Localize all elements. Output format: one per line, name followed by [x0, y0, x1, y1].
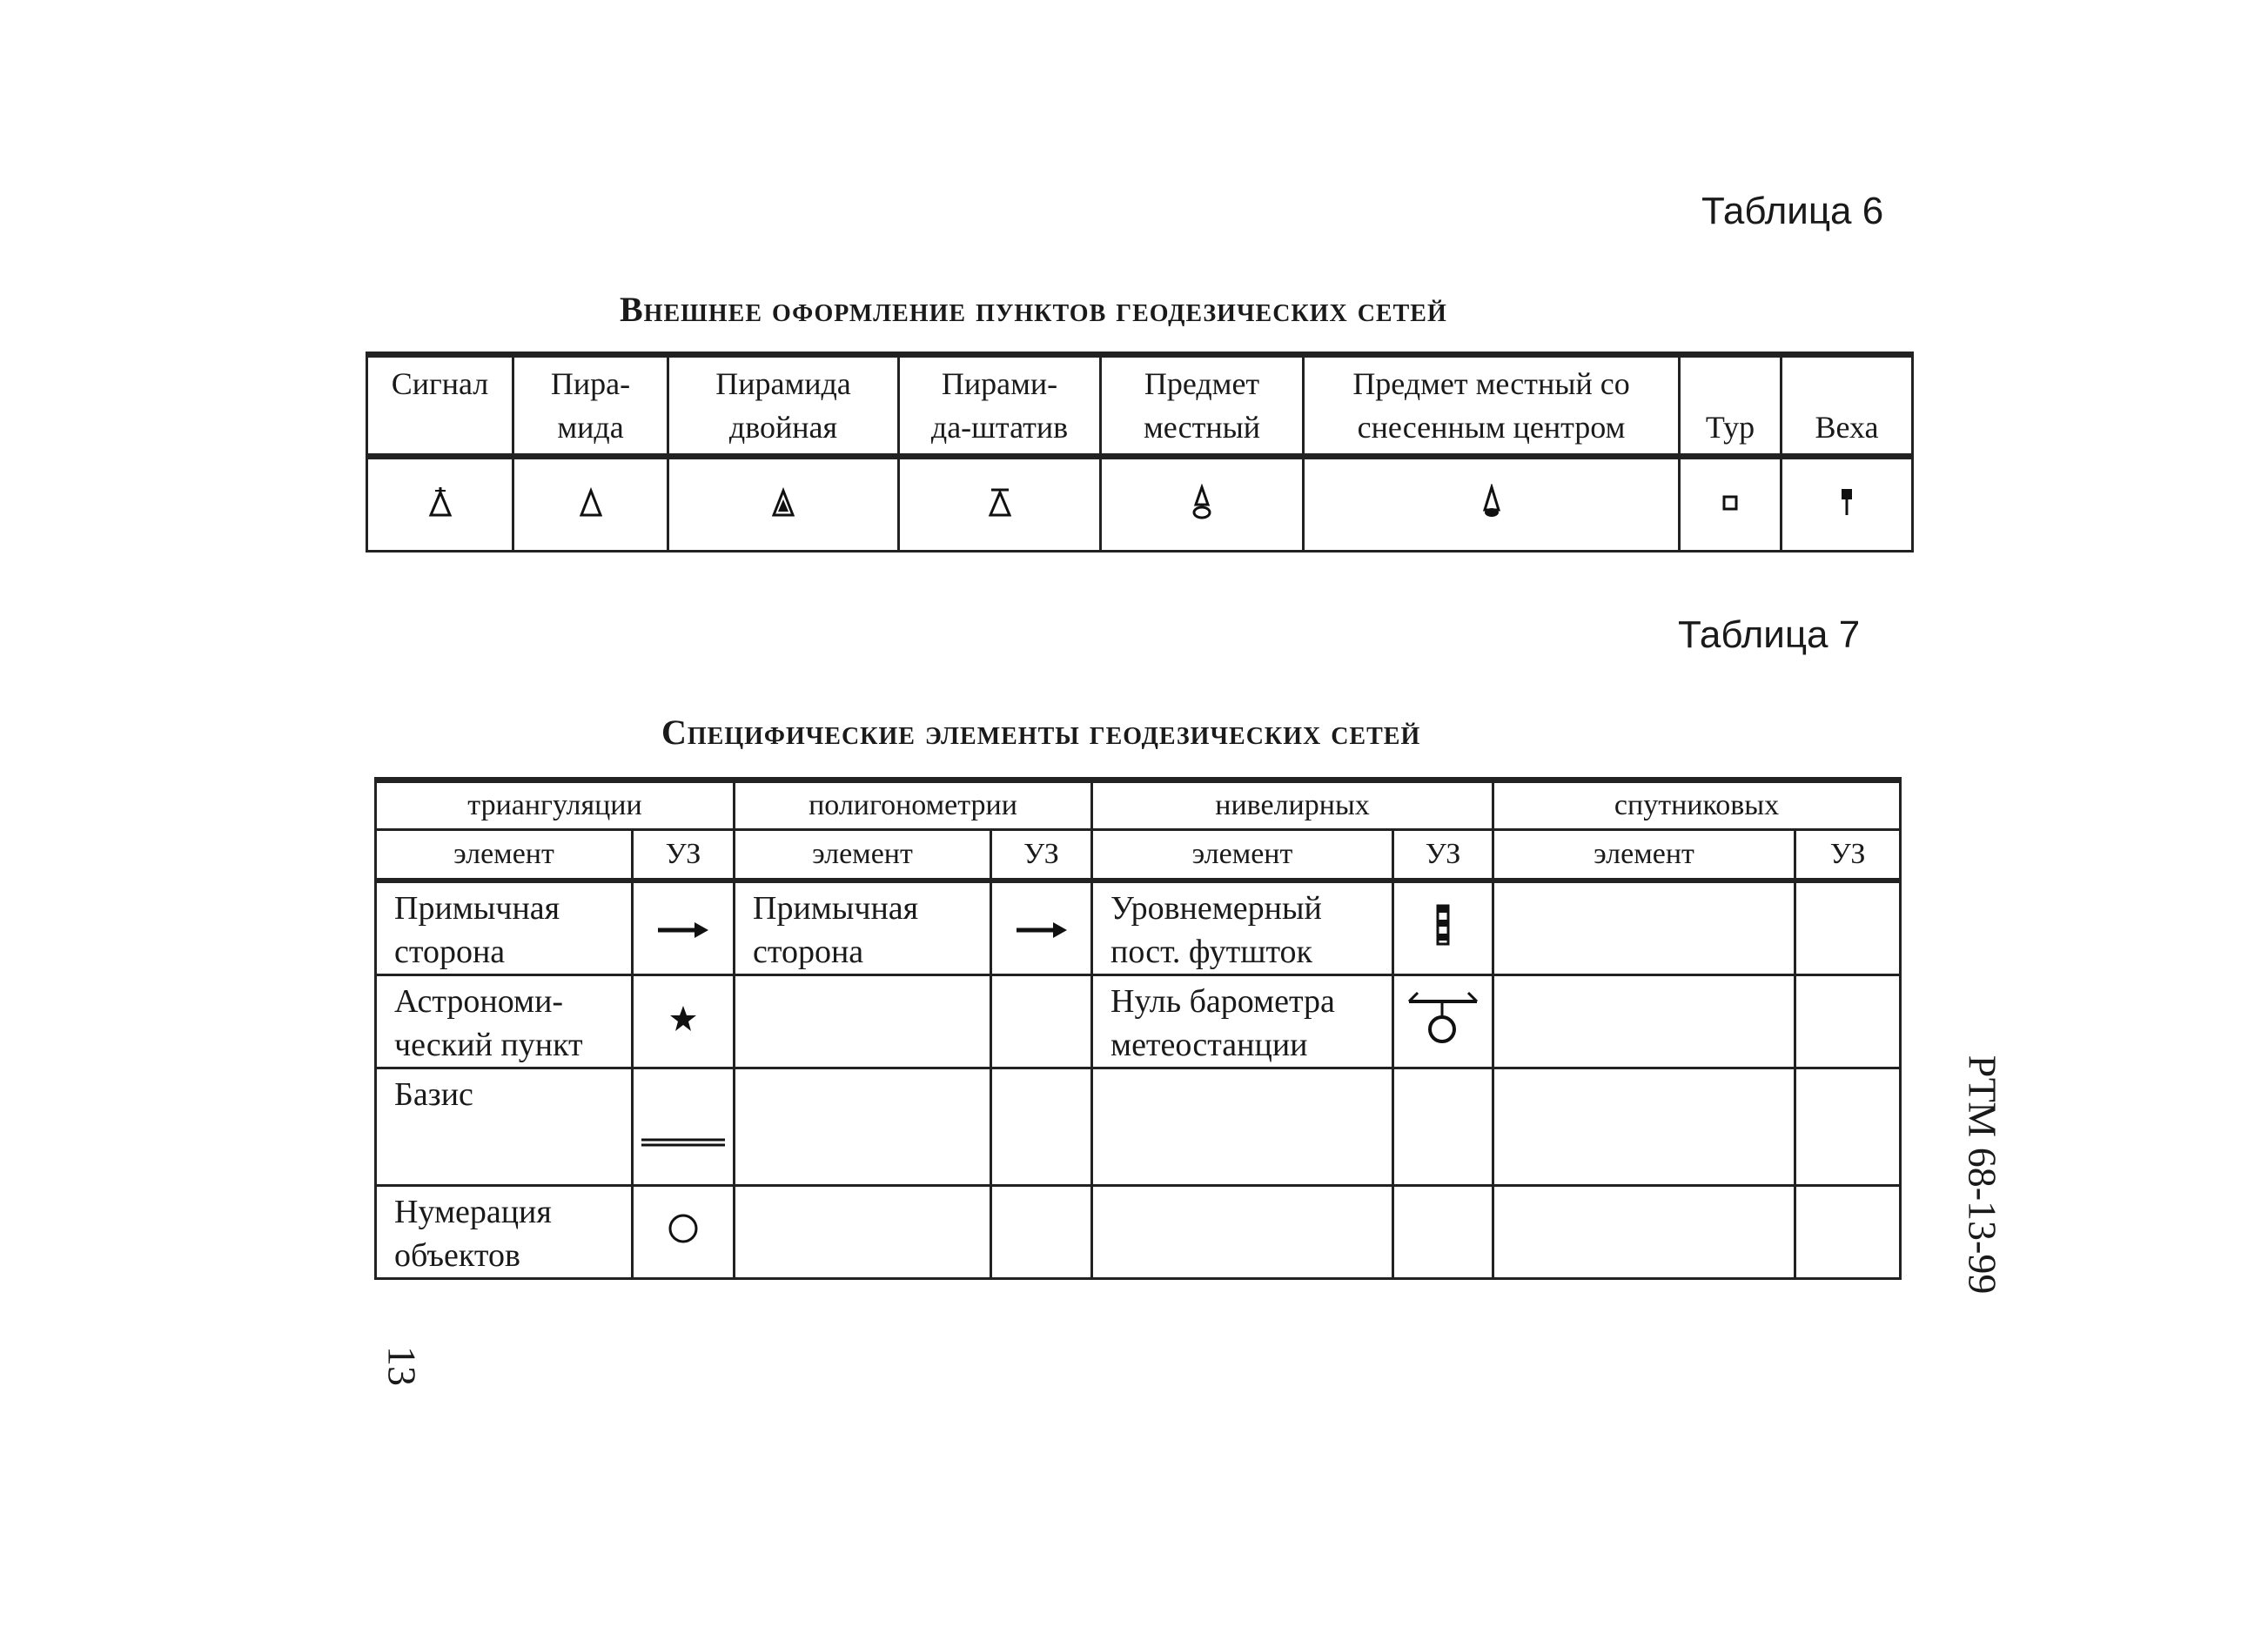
col-line2: Веха	[1815, 410, 1879, 445]
element-cell	[376, 1186, 633, 1279]
staff-gauge-icon	[1434, 904, 1452, 946]
element-line1: Примычная	[753, 890, 919, 927]
t6-cell-signal	[367, 457, 513, 552]
element-line2: сторона	[753, 934, 864, 970]
col-line2: Тур	[1705, 410, 1755, 445]
t6-col-signal	[367, 355, 513, 457]
element-line1: Астрономи-	[394, 983, 564, 1020]
col-line2	[368, 405, 512, 449]
table-row	[376, 881, 1901, 975]
table6-label: Таблица 6	[1701, 190, 1884, 232]
element-cell	[1092, 1068, 1393, 1186]
uz-cell	[991, 1068, 1092, 1186]
local-object-icon	[1189, 484, 1215, 522]
element-cell	[735, 881, 991, 975]
tour-icon	[1720, 490, 1741, 516]
pyramid-icon	[578, 486, 604, 520]
element-line1: Примычная	[394, 890, 560, 927]
col-line1	[1782, 362, 1911, 405]
uz-cell	[1795, 1068, 1901, 1186]
t6-cell-local-object-offset	[1304, 457, 1680, 552]
uz-cell	[1795, 975, 1901, 1068]
uz-cell	[991, 975, 1092, 1068]
col-line1: Пирамида	[715, 366, 851, 401]
uz-cell	[1795, 881, 1901, 975]
element-cell	[735, 1186, 991, 1279]
element-line2: объектов	[394, 1237, 520, 1274]
subheader-element: элемент	[1092, 830, 1393, 881]
table7-group-row	[376, 780, 1901, 830]
uz-cell	[633, 1068, 735, 1186]
col-line2: снесенным центром	[1357, 410, 1626, 445]
col-line2: местный	[1143, 410, 1261, 445]
t6-col-pyramid	[513, 355, 668, 457]
pole-icon	[1836, 486, 1857, 520]
t6-cell-local-object	[1101, 457, 1304, 552]
table7-label: Таблица 7	[1678, 613, 1861, 656]
subheader-element: элемент	[1493, 830, 1795, 881]
subheader-element: элемент	[735, 830, 991, 881]
table-row	[376, 975, 1901, 1068]
arrow-right-icon	[656, 920, 710, 941]
col-line1: Предмет местный со	[1352, 366, 1630, 401]
element-cell	[376, 1068, 633, 1186]
group-polygonometry: полигонометрии	[735, 780, 1092, 830]
element-cell	[1493, 975, 1795, 1068]
table7-title: Специфические элементы геодезических сетей	[661, 713, 1421, 752]
uz-cell	[633, 881, 735, 975]
t6-cell-double-pyramid	[668, 457, 899, 552]
page-number-text: 13	[379, 1346, 425, 1386]
tripod-pyramid-icon	[987, 486, 1013, 520]
circle-icon	[666, 1211, 701, 1246]
col-line1: Предмет	[1144, 366, 1260, 401]
arrow-right-icon	[1015, 920, 1069, 941]
t6-col-pole	[1782, 355, 1913, 457]
uz-cell	[633, 1186, 735, 1279]
t6-col-double-pyramid	[668, 355, 899, 457]
element-line2: метеостанции	[1111, 1027, 1308, 1063]
element-cell	[1092, 881, 1393, 975]
element-line1: Базис	[394, 1076, 473, 1113]
t6-cell-pyramid	[513, 457, 668, 552]
element-cell	[376, 975, 633, 1068]
element-cell	[735, 1068, 991, 1186]
subheader-uz: УЗ	[1795, 830, 1901, 881]
uz-cell	[633, 975, 735, 1068]
col-line2: мида	[557, 410, 624, 445]
uz-cell	[1393, 975, 1493, 1068]
barometer-icon	[1404, 988, 1482, 1048]
t6-col-tour	[1680, 355, 1782, 457]
element-cell	[1493, 1186, 1795, 1279]
star-icon	[668, 1004, 698, 1034]
element-cell	[1092, 975, 1393, 1068]
col-line1: Сигнал	[391, 366, 489, 401]
col-line1: Пира-	[550, 366, 631, 401]
element-cell	[376, 881, 633, 975]
element-line1: Уровнемерный	[1111, 890, 1322, 927]
t6-cell-tripod-pyramid	[899, 457, 1101, 552]
col-line2: да-штатив	[930, 410, 1069, 445]
double-pyramid-icon	[770, 486, 796, 520]
element-line1: Нумерация	[394, 1194, 552, 1230]
group-leveling: нивелирных	[1092, 780, 1493, 830]
element-cell	[1092, 1186, 1393, 1279]
page-number	[376, 1340, 428, 1392]
table6	[366, 352, 1914, 552]
table-row	[376, 1186, 1901, 1279]
subheader-uz: УЗ	[991, 830, 1092, 881]
t6-col-local-object	[1101, 355, 1304, 457]
col-line2: двойная	[728, 410, 838, 445]
group-satellite: спутниковых	[1493, 780, 1901, 830]
element-cell	[1493, 881, 1795, 975]
element-cell	[1493, 1068, 1795, 1186]
table7	[374, 777, 1902, 1280]
col-line1: Пирами-	[941, 366, 1058, 401]
t6-col-tripod-pyramid	[899, 355, 1101, 457]
element-line2: сторона	[394, 934, 506, 970]
group-triangulation: триангуляции	[376, 780, 735, 830]
signal-icon	[427, 486, 453, 520]
element-line1: Нуль барометра	[1111, 983, 1335, 1020]
uz-cell	[991, 1186, 1092, 1279]
table6-title: Внешнее оформление пунктов геодезических сетей	[620, 290, 1447, 329]
col-line1	[1681, 362, 1780, 405]
uz-cell	[991, 881, 1092, 975]
document-code-text: РТМ 68-13-99	[1960, 1055, 2005, 1295]
element-line2: пост. футшток	[1111, 934, 1313, 970]
uz-cell	[1393, 881, 1493, 975]
t6-col-local-object-offset	[1304, 355, 1680, 457]
table7-subheader-row	[376, 830, 1901, 881]
t6-cell-pole	[1782, 457, 1913, 552]
document-code	[1956, 1040, 2009, 1309]
element-cell	[735, 975, 991, 1068]
uz-cell	[1393, 1068, 1493, 1186]
uz-cell	[1795, 1186, 1901, 1279]
t6-cell-tour	[1680, 457, 1782, 552]
table-row	[376, 1068, 1901, 1186]
table6-symbol-row	[367, 457, 1913, 552]
baseline-icon	[640, 1136, 727, 1148]
local-object-offset-center-icon	[1479, 484, 1505, 522]
table6-header-row	[367, 355, 1913, 457]
subheader-uz: УЗ	[633, 830, 735, 881]
element-line2: ческий пункт	[394, 1027, 583, 1063]
uz-cell	[1393, 1186, 1493, 1279]
subheader-element: элемент	[376, 830, 633, 881]
subheader-uz: УЗ	[1393, 830, 1493, 881]
